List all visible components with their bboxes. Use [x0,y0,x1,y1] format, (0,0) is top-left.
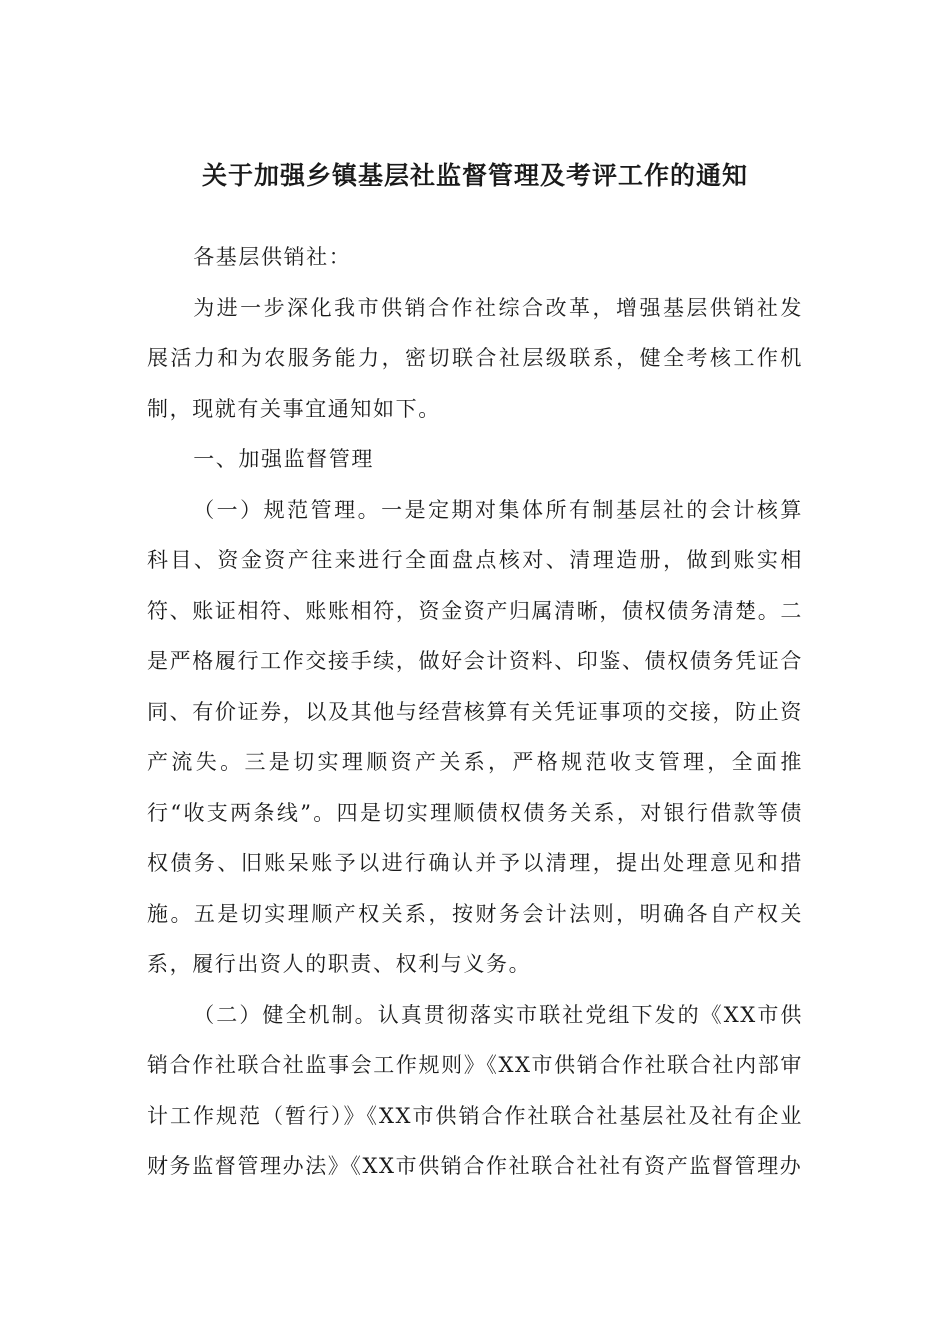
paragraph-intro: 为进一步深化我市供销合作社综合改革，增强基层供销社发展活力和为农服务能力，密切联合社层级联系，健全考核工作机制，现就有关事宜通知如下。 [147,295,803,421]
paragraph-improve-mechanism: （二）健全机制。认真贯彻落实市联社党组下发的《XX市供销合作社联合社监事会工作规则》《XX市供销合作社联合社内部审计工作规范（暂行）》《XX市供销合作社联合社基层社及社有企业财务监督管理办法》《XX市供销合作社联合社社有资产监督管理办 [147,1002,803,1178]
document-title: 关于加强乡镇基层社监督管理及考评工作的通知 [201,161,748,190]
section-heading-1: 一、加强监督管理 [193,447,374,471]
salutation: 各基层供销社： [193,245,352,269]
paragraph-standardize-management: （一）规范管理。一是定期对集体所有制基层社的会计核算科目、资金资产往来进行全面盘点核对、清理造册，做到账实相符、账证相符、账账相符，资金资产归属清晰，债权债务清楚。二是严格履行工作交接手续，做好会计资料、印鉴、债权债务凭证合同、有价证券，以及其他与经营核算有关凭证事项的交接，防止资产流失。三是切实理顺资产关系，严格规范收支管理，全面推行“收支两条线”。四是切实理顺债权债务关系，对银行借款等债权债务、旧账呆账予以进行确认并予以清理，提出处理意见和措施。五是切实理顺产权关系，按财务会计法则，明确各自产权关系，履行出资人的职责、权利与义务。 [147,497,803,976]
document-body [147,232,803,1192]
